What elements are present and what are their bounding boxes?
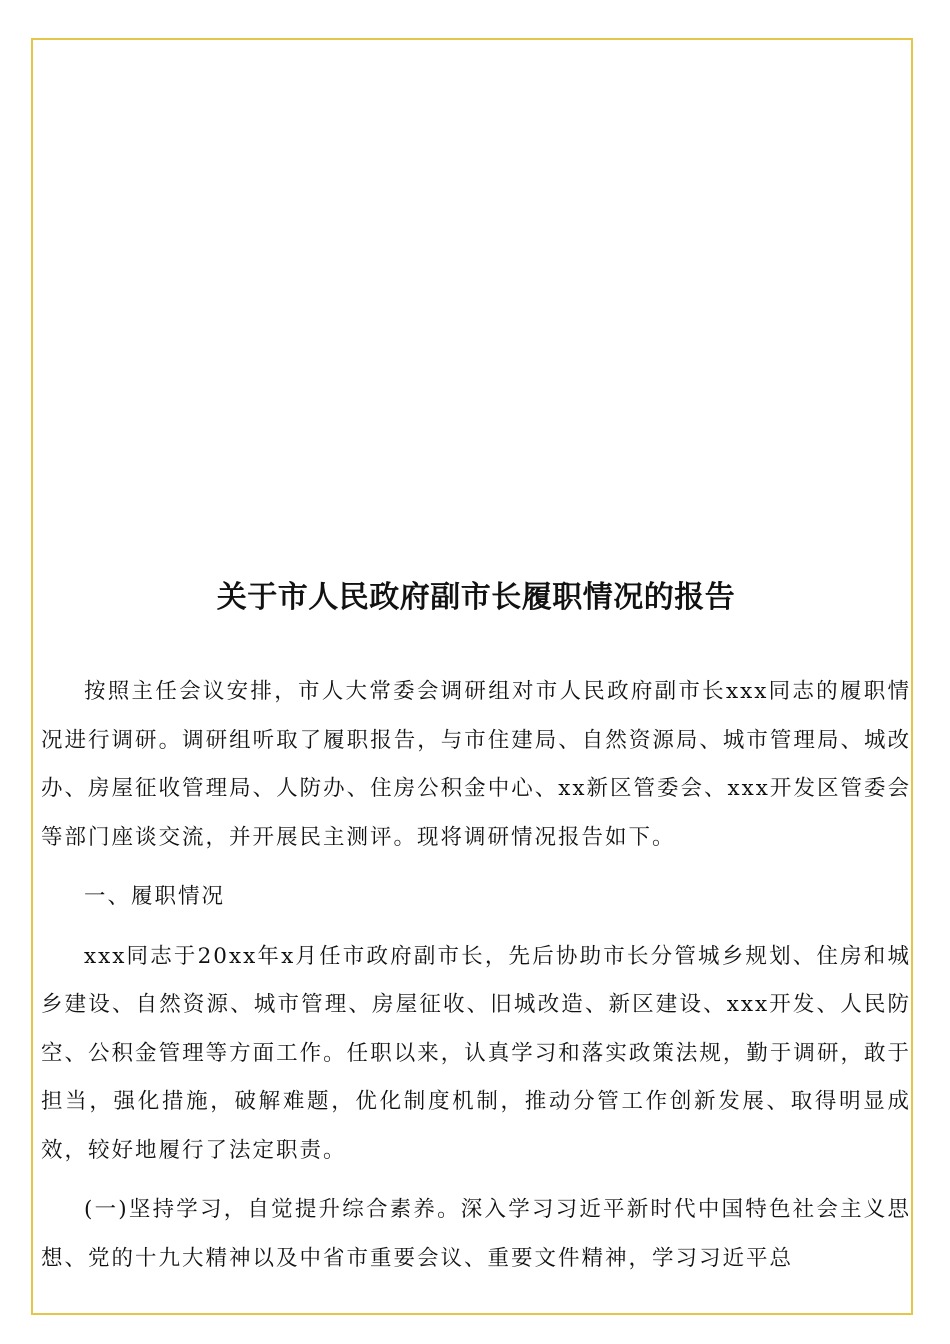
paragraph-intro: 按照主任会议安排，市人大常委会调研组对市人民政府副市长xxx同志的履职情况进行调研。调研组听取了履职报告，与市住建局、自然资源局、城市管理局、城改办、房屋征收管理局、人防办、住房公积金中心、xx新区管委会、xxx开发区管委会等部门座谈交流，并开展民主测评。现将调研情况报告如下。 [41,679,911,850]
paragraph-performance-summary: xxx同志于20xx年x月任市政府副市长，先后协助市长分管城乡规划、住房和城乡建设、自然资源、城市管理、房屋征收、旧城改造、新区建设、xxx开发、人民防空、公积金管理等方面工作。任职以来，认真学习和落实政策法规，勤于调研，敢于担当，强化措施，破解难题，优化制度机制，推动分管工作创新发展、取得明显成效，较好地履行了法定职责。 [41,943,911,1163]
section-heading-performance: 一、履职情况 [84,884,226,909]
document-body [41,560,911,1283]
paragraph-study-section: (一)坚持学习，自觉提升综合素养。深入学习习近平新时代中国特色社会主义思想、党的十九大精神以及中省市重要会议、重要文件精神，学习习近平总 [41,1197,911,1271]
document-title: 关于市人民政府副市长履职情况的报告 [216,580,736,615]
